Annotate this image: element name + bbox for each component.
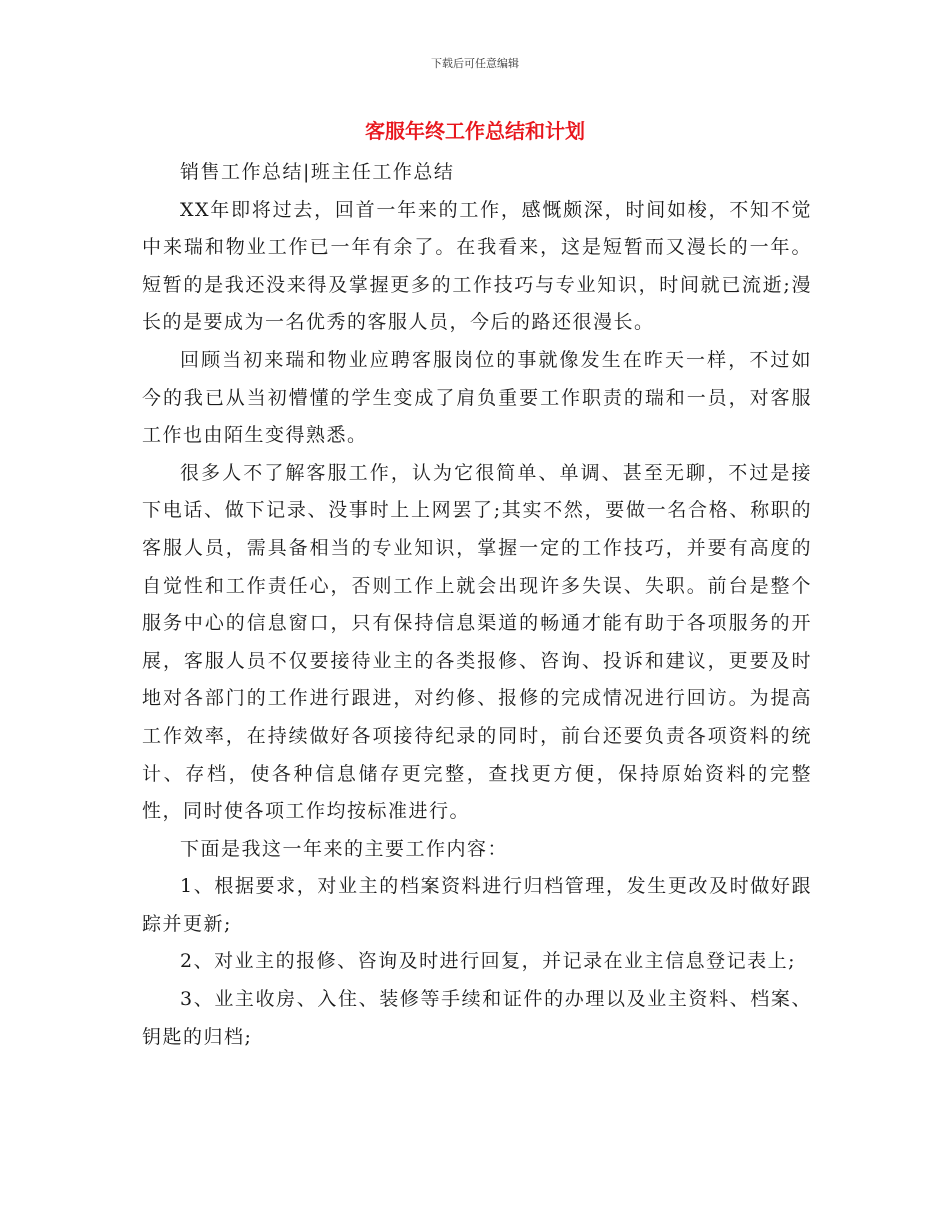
header-note: 下载后可任意编辑 <box>431 57 519 70</box>
list-item: 2、对业主的报修、咨询及时进行回复，并记录在业主信息登记表上; <box>180 950 796 973</box>
document-body <box>142 154 812 1056</box>
list-item: 1、根据要求，对业主的档案资料进行归档管理，发生更改及时做好跟踪并更新; <box>142 875 812 935</box>
paragraph: 回顾当初来瑞和物业应聘客服岗位的事就像发生在昨天一样，不过如今的我已从当初懵懂的学生变成了肩负重要工作职责的瑞和一员，对客服工作也由陌生变得熟悉。 <box>142 348 812 447</box>
list-item: 3、业主收房、入住、装修等手续和证件的办理以及业主资料、档案、钥匙的归档; <box>142 988 812 1048</box>
paragraph-subtitle: 销售工作总结|班主任工作总结 <box>180 161 455 183</box>
paragraph: XX年即将过去，回首一年来的工作，感慨颇深，时间如梭，不知不觉中来瑞和物业工作已一年有余了。在我看来，这是短暂而又漫长的一年。短暂的是我还没来得及掌握更多的工作技巧与专业知识，时间就已流逝;漫长的是要成为一名优秀的客服人员，今后的路还很漫长。 <box>142 198 812 334</box>
paragraph: 下面是我这一年来的主要工作内容： <box>180 837 509 860</box>
paragraph: 很多人不了解客服工作，认为它很简单、单调、甚至无聊，不过是接下电话、做下记录、没事时上上网罢了;其实不然，要做一名合格、称职的客服人员，需具备相当的专业知识，掌握一定的工作技巧，并要有高度的自觉性和工作责任心，否则工作上就会出现许多失误、失职。前台是整个服务中心的信息窗口，只有保持信息渠道的畅通才能有助于各项服务的开展，客服人员不仅要接待业主的各类报修、咨询、投诉和建议，更要及时地对各部门的工作进行跟进，对约修、报修的完成情况进行回访。为提高工作效率，在持续做好各项接待纪录的同时，前台还要负责各项资料的统计、存档，使各种信息储存更完整，查找更方便，保持原始资料的完整性，同时使各项工作均按标准进行。 <box>142 461 812 823</box>
document-title: 客服年终工作总结和计划 <box>365 119 585 143</box>
